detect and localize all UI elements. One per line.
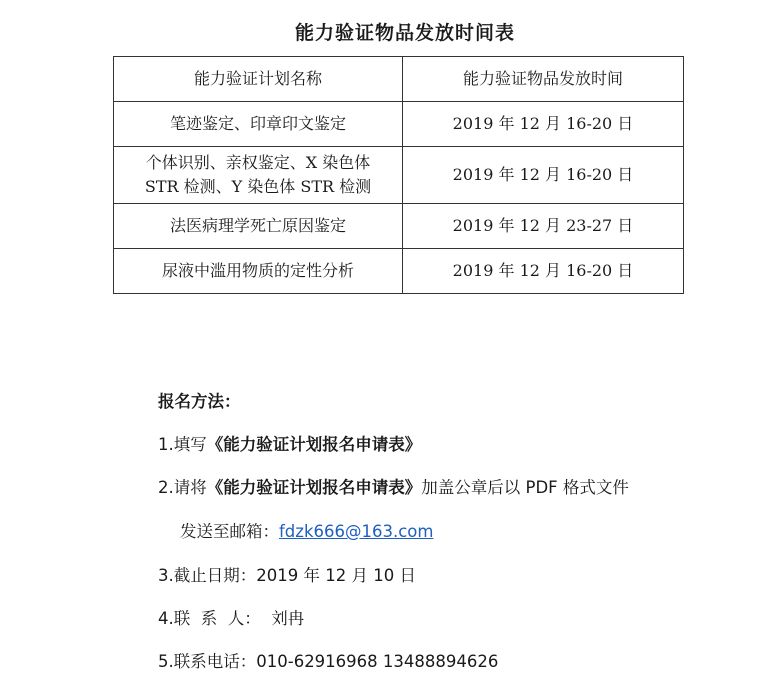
release-date-cell: 2019 年 12 月 23-27 日 <box>403 204 684 249</box>
signup-deadline: 3.截止日期：2019 年 12 月 10 日 <box>158 566 416 585</box>
email-link[interactable]: fdzk666@163.com <box>279 522 434 541</box>
plan-name-cell: 尿液中滥用物质的定性分析 <box>114 249 403 294</box>
release-date-cell: 2019 年 12 月 16-20 日 <box>403 147 684 204</box>
page-title: 能力验证物品发放时间表 <box>294 22 515 44</box>
form-name: 《能力验证计划报名申请表》 <box>206 435 422 454</box>
table-row <box>114 249 684 294</box>
signup-contact-person: 4.联 系 人： 刘冉 <box>158 609 305 628</box>
header-plan-name: 能力验证计划名称 <box>114 57 403 102</box>
release-date-cell: 2019 年 12 月 16-20 日 <box>403 102 684 147</box>
form-name: 《能力验证计划报名申请表》 <box>206 478 422 497</box>
step-text: 加盖公章后以 PDF 格式文件 <box>421 478 629 497</box>
table-row <box>114 147 684 204</box>
table-header-row <box>114 57 684 102</box>
schedule-table <box>113 56 684 294</box>
plan-name-cell: 笔迹鉴定、印章印文鉴定 <box>114 102 403 147</box>
plan-name-line: 个体识别、亲权鉴定、X 染色体 <box>145 153 371 172</box>
signup-heading: 报名方法： <box>158 392 241 411</box>
step-text: 1.填写 <box>158 435 207 454</box>
plan-name-line: STR 检测、Y 染色体 STR 检测 <box>144 177 372 196</box>
signup-contact-phone: 5.联系电话：010-62916968 13488894626 <box>158 652 499 671</box>
release-date-cell: 2019 年 12 月 16-20 日 <box>403 249 684 294</box>
table-row <box>114 204 684 249</box>
plan-name-cell: 法医病理学死亡原因鉴定 <box>114 204 403 249</box>
step-text: 2.请将 <box>158 478 207 497</box>
table-row <box>114 102 684 147</box>
signup-step-2-email-line <box>180 518 433 542</box>
plan-name-cell <box>114 147 403 204</box>
signup-step-2 <box>158 474 629 498</box>
header-release-time: 能力验证物品发放时间 <box>403 57 684 102</box>
signup-step-1 <box>158 431 421 455</box>
email-label: 发送至邮箱： <box>180 522 279 541</box>
